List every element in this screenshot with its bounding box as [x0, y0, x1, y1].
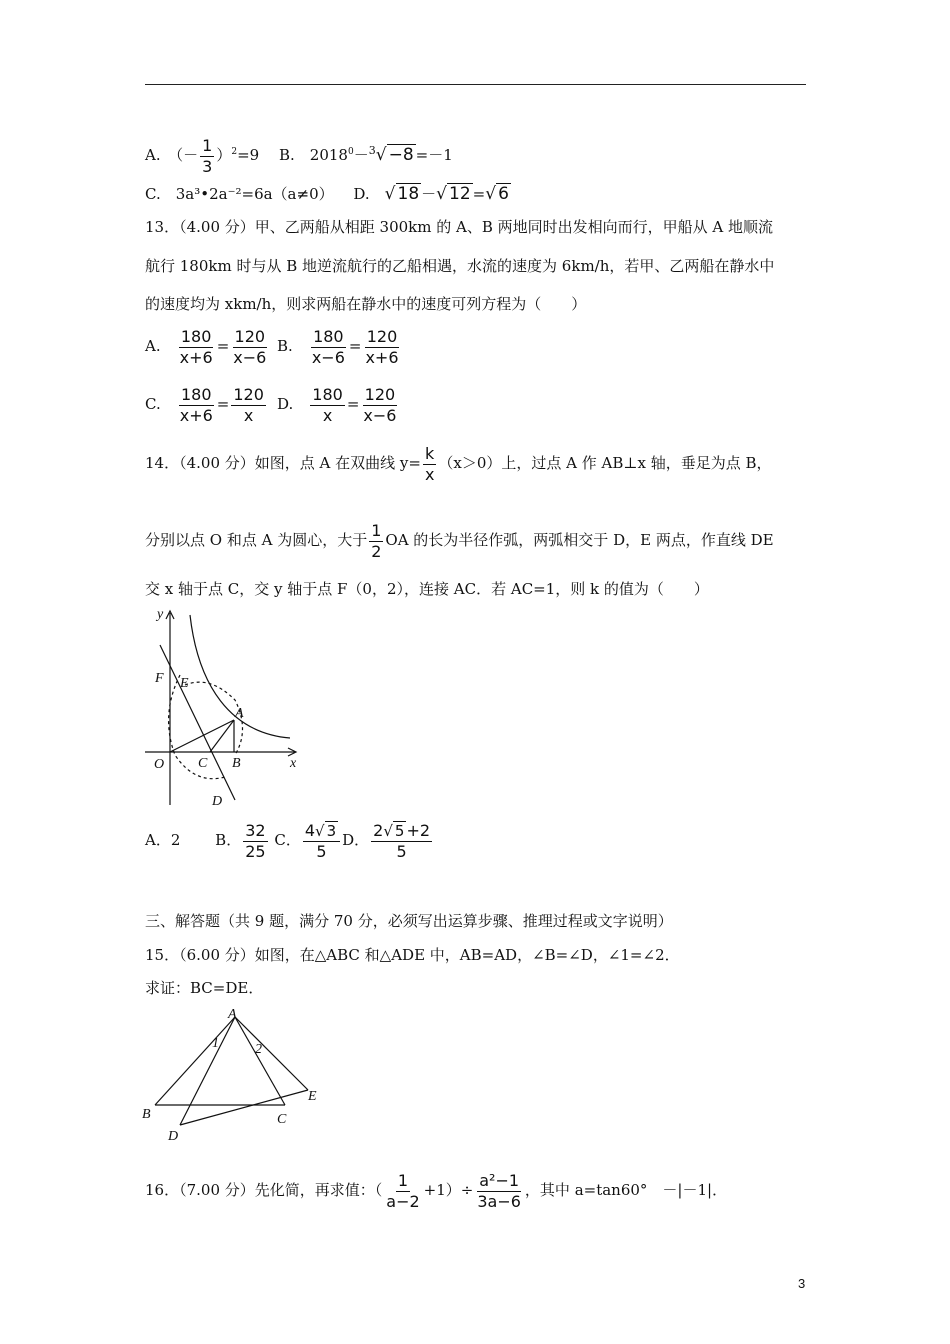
segment-ac [210, 720, 234, 752]
q14-line2: 分别以点 O 和点 A 为圆心，大于 $\frac{1}{2}$ OA 的长为半径作弧，两弧相交于 D，E 两点，作直线 DE [145, 521, 774, 561]
segment-de [180, 1090, 308, 1125]
q14-line1: 14．（4.00 分）如图，点 A 在双曲线 y= $\frac{k}{x}$ （x＞0）上，过点 A 作 AB⊥x 轴，垂足为点 B， [145, 444, 772, 484]
cube-root: √ −8 [375, 145, 414, 166]
q13-line3: 的速度均为 xkm/h，则求两船在静水中的速度可列方程为（ ） [145, 295, 587, 313]
label-e: E [180, 676, 189, 691]
q15-line1: 15．（6.00 分）如图，在△ABC 和△ADE 中，AB=AD，∠B=∠D，∠1=∠2． [145, 946, 680, 964]
q16-line: 16．（7.00 分）先化简，再求值：（ $\frac{1}{a-2}$ +1）÷ $\frac{\text{a²−1}}{3a-6}$ ，其中 a=tan60° －|－1|． [145, 1171, 728, 1211]
q13-option-d: D. $\frac{180}{x}$ = $\frac{120}{x-6}$ [277, 385, 397, 425]
label-b: B [232, 756, 241, 771]
section-heading: 三、解答题（共 9 题，满分 70 分，必须写出运算步骤、推理过程或文字说明） [145, 912, 673, 930]
q15-line2: 求证：BC=DE． [145, 979, 264, 997]
q13-option-b: B. $\frac{180}{x-6}$ = $\frac{120}{x+6}$ [277, 327, 399, 367]
q14-line3: 交 x 轴于点 C，交 y 轴于点 F（0，2），连接 AC．若 AC=1，则 k 的值为（ ） [145, 580, 709, 598]
label-e: E [308, 1089, 317, 1104]
label-o: O [154, 757, 165, 772]
label-c: C [277, 1112, 287, 1127]
q14-options: A．2 B． $\frac{32}{25}$ C． $\frac{4√ 3}{5}$ D． $\frac{2√ 5 +2}{5}$ [145, 821, 431, 861]
page-number: 3 [798, 1276, 806, 1291]
q13-line1: 13．（4.00 分）甲、乙两船从相距 300km 的 A、B 两地同时出发相向而行，甲船从 A 地顺流 [145, 218, 773, 236]
label-a: A [228, 1007, 237, 1022]
label-d: D [212, 794, 223, 809]
q12-option-c: C. 3a³•2a⁻²=6a（a≠0） D. √ 18 －√ 12 =√ 6 [145, 184, 509, 204]
segment-ad [180, 1017, 235, 1125]
q12-option-a: A. （－ $\frac{1}{3}$ ）$^2$=9 B. $2018^0-^3√ -8 =-1$ [145, 136, 453, 176]
label-angle-2: 2 [255, 1042, 262, 1057]
label-b: B [142, 1107, 151, 1122]
segment-ac [235, 1017, 285, 1105]
label-c: C [198, 756, 208, 771]
q13-option-c: C. $\frac{180}{x+6}$ = $\frac{120}{x}$ [145, 385, 264, 425]
label-angle-1: 1 [212, 1036, 219, 1051]
label-d: D [168, 1129, 179, 1144]
q13-line2: 航行 180km 时与从 B 地逆流航行的乙船相遇，水流的速度为 6km/h，若甲、乙两船在静水中 [145, 257, 775, 275]
segment-oa [170, 720, 234, 752]
label-x: x [290, 756, 297, 771]
label-f: F [155, 671, 164, 686]
header-rule [145, 84, 806, 85]
label-y: y [157, 607, 164, 622]
segment-ab [155, 1017, 235, 1105]
segment-ae [235, 1017, 308, 1090]
label-a: A [235, 706, 244, 721]
q13-option-a: A. $\frac{180}{x+6}$ = $\frac{120}{x-6}$ [145, 327, 267, 367]
q15-triangle-figure [140, 1005, 330, 1145]
q14-hyperbola-figure [140, 605, 310, 810]
fraction: $\frac{1}{3}$ [202, 136, 213, 176]
